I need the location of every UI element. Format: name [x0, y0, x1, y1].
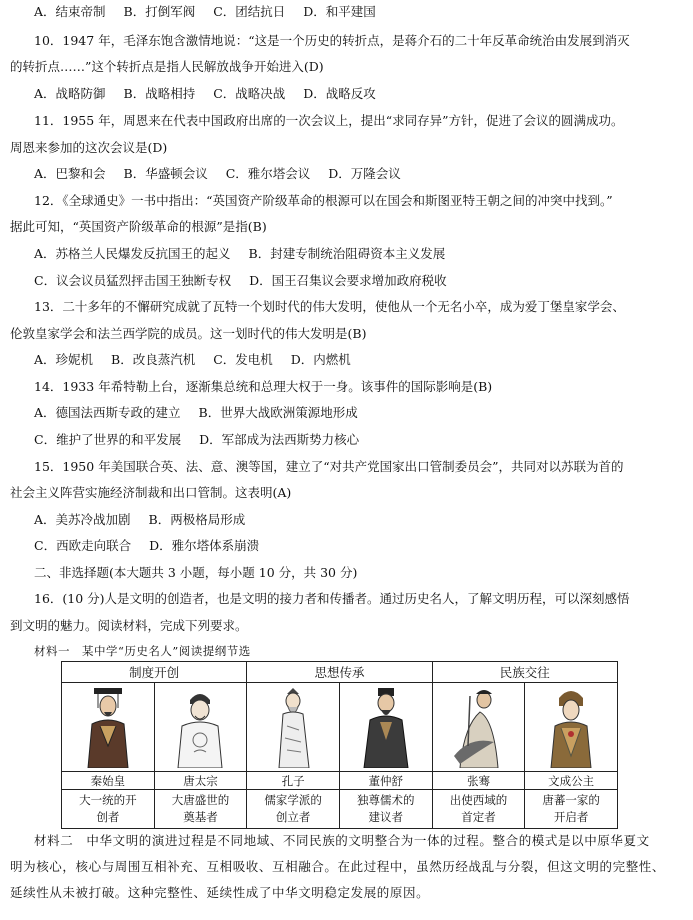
portrait-zhang-qian: [432, 683, 525, 772]
q11-stem-line2: 周恩来参加的这次会议是(D): [10, 140, 168, 155]
name-confucius: 孔子: [247, 772, 340, 790]
q10-option-a: A．战略防御: [34, 86, 106, 101]
q14-option-c: C．维护了世界的和平发展: [34, 432, 182, 447]
q14-option-a: A．德国法西斯专政的建立: [34, 405, 181, 420]
desc-line2: 创者: [96, 810, 120, 824]
desc-line1: 儒家学派的: [264, 793, 322, 807]
q11-option-a: A．巴黎和会: [34, 166, 106, 181]
q16-stem-line1: 16．(10 分)人是文明的创造者，也是文明的接力者和传播者。通过历史名人，了解文明历程，可以深刻感悟: [34, 591, 630, 606]
q13-option-d: D．内燃机: [290, 352, 351, 367]
q15-stem-line2: 社会主义阵营实施经济制裁和出口管制。这表明(A): [10, 485, 292, 500]
q14-stem-line1: 14．1933 年希特勒上台，逐渐集总统和总理大权于一身。该事件的国际影响是(B): [34, 379, 493, 394]
q11-stem-line1: 11．1955 年，周恩来在代表中国政府出席的一次会议上，提出“求同存异”方针，促进了会议的圆满成功。: [34, 113, 624, 128]
q11-option-c: C．雅尔塔会议: [225, 166, 311, 181]
descriptions-row: [62, 790, 618, 829]
name-tang-taizong: 唐太宗: [154, 772, 247, 790]
q13-options: [34, 352, 683, 368]
portrait-row: [62, 683, 618, 772]
q10-stem-line1: 10．1947 年，毛泽东饱含激情地说：“这是一个历史的转折点，是蒋介石的二十年反革命统治由发展到消灭: [34, 33, 630, 48]
desc-line2: 奠基者: [183, 810, 218, 824]
q12-option-c: C．议会议员猛烈抨击国王独断专权: [34, 273, 232, 288]
q10-stem-line2: 的转折点……”这个转折点是指人民解放战争开始进入(D): [10, 59, 324, 74]
desc-line1: 大唐盛世的: [171, 793, 230, 807]
q11-options: [34, 166, 683, 182]
name-princess-wencheng: 文成公主: [525, 772, 618, 790]
desc-line1: 出使西域的: [449, 793, 508, 807]
desc-line1: 大一统的开: [79, 793, 137, 807]
q12-option-a: A．苏格兰人民爆发反抗国王的起义: [34, 246, 231, 261]
portrait-qin-shi-huang: [62, 683, 155, 772]
q13-option-b: B．改良蒸汽机: [111, 352, 196, 367]
q10-options: [34, 86, 683, 102]
desc-princess-wencheng: [525, 790, 618, 829]
q9-option-b: B．打倒军阀: [123, 4, 196, 19]
table-header-row: [62, 662, 618, 683]
desc-line2: 首定者: [461, 810, 496, 824]
material2-line2: 明为核心，核心与周围互相补充、互相吸收、互相融合。在此过程中，虽然历经战乱与分裂，但这文明的完整性、: [10, 859, 666, 874]
names-row: [62, 772, 618, 790]
desc-qin-shi-huang: [62, 790, 155, 829]
q14-options-row2: [34, 432, 683, 448]
q15-option-d: D．雅尔塔体系崩溃: [149, 538, 260, 553]
desc-line2: 创立者: [275, 810, 311, 824]
q16-stem-line2: 到文明的魅力。阅读材料，完成下列要求。: [10, 618, 248, 633]
q15-stem-line1: 15．1950 年美国联合英、法、意、澳等国，建立了“对共产党国家出口管制委员会”，共同对以苏联为首的: [34, 459, 624, 474]
header-ethnic: 民族交往: [432, 662, 617, 683]
q15-options-row2: [34, 538, 683, 554]
desc-confucius: [247, 790, 340, 829]
header-institution: 制度开创: [62, 662, 247, 683]
q13-stem-line2: 伦敦皇家学会和法兰西学院的成员。这一划时代的伟大发明是(B): [10, 326, 367, 341]
q9-option-c: C．团结抗日: [213, 4, 286, 19]
q10-option-c: C．战略决战: [213, 86, 286, 101]
material2-line3: 延续性从未被打破。这种完整性、延续性成了中华文明稳定发展的原因。: [10, 885, 430, 900]
q15-option-b: B．两极格局形成: [148, 512, 246, 527]
q10-option-d: D．战略反攻: [303, 86, 376, 101]
q12-option-b: B．封建专制统治阻碍资本主义发展: [248, 246, 446, 261]
q10-option-b: B．战略相持: [123, 86, 196, 101]
q13-option-c: C．发电机: [213, 352, 273, 367]
q15-option-a: A．美苏冷战加剧: [34, 512, 131, 527]
q11-option-d: D．万隆会议: [328, 166, 401, 181]
header-thought: 思想传承: [247, 662, 432, 683]
q9-options: [34, 4, 683, 20]
desc-line2: 建议者: [368, 810, 404, 824]
q12-stem-line2: 据此可知，“英国资产阶级革命的根源”是指(B): [10, 219, 267, 234]
q14-options-row1: [34, 405, 683, 421]
q14-option-d: D．军部成为法西斯势力核心: [199, 432, 360, 447]
name-dong-zhongshu: 董仲舒: [339, 772, 432, 790]
q14-option-b: B．世界大战欧洲策源地形成: [198, 405, 358, 420]
desc-tang-taizong: [154, 790, 247, 829]
portrait-dong-zhongshu: [339, 683, 432, 772]
historical-figures-table: [61, 661, 618, 829]
section-heading: 二、非选择题(本大题共 3 小题，每小题 10 分，共 30 分): [34, 565, 358, 580]
desc-dong-zhongshu: [339, 790, 432, 829]
q15-option-c: C．西欧走向联合: [34, 538, 132, 553]
name-qin-shi-huang: 秦始皇: [62, 772, 155, 790]
q9-option-a: A．结束帝制: [34, 4, 106, 19]
material1-title: 材料一 某中学“历史名人”阅读提纲节选: [34, 644, 251, 658]
q15-options-row1: [34, 512, 683, 528]
portrait-princess-wencheng: [525, 683, 618, 772]
q13-stem-line1: 13．二十多年的不懈研究成就了瓦特一个划时代的伟大发明，使他从一个无名小卒，成为爱丁堡皇家学会、: [34, 299, 625, 314]
q12-options-row1: [34, 246, 683, 262]
material2-line1: 材料二 中华文明的演进过程是不同地域、不同民族的文明整合为一体的过程。整合的模式是以中原华夏文: [34, 833, 650, 848]
name-zhang-qian: 张骞: [432, 772, 525, 790]
q12-stem-line1: 12．《全球通史》一书中指出：“英国资产阶级革命的根源可以在国会和斯图亚特王朝之间的冲突中找到。”: [34, 193, 613, 208]
desc-line2: 开启者: [553, 810, 589, 824]
portrait-confucius: [247, 683, 340, 772]
desc-line1: 独尊儒术的: [357, 793, 415, 807]
desc-zhang-qian: [432, 790, 525, 829]
q12-options-row2: [34, 273, 683, 289]
q9-option-d: D．和平建国: [303, 4, 376, 19]
q12-option-d: D．国王召集议会要求增加政府税收: [249, 273, 447, 288]
q13-option-a: A．珍妮机: [34, 352, 94, 367]
desc-line1: 唐蕃一家的: [542, 793, 600, 807]
q11-option-b: B．华盛顿会议: [123, 166, 208, 181]
portrait-tang-taizong: [154, 683, 247, 772]
